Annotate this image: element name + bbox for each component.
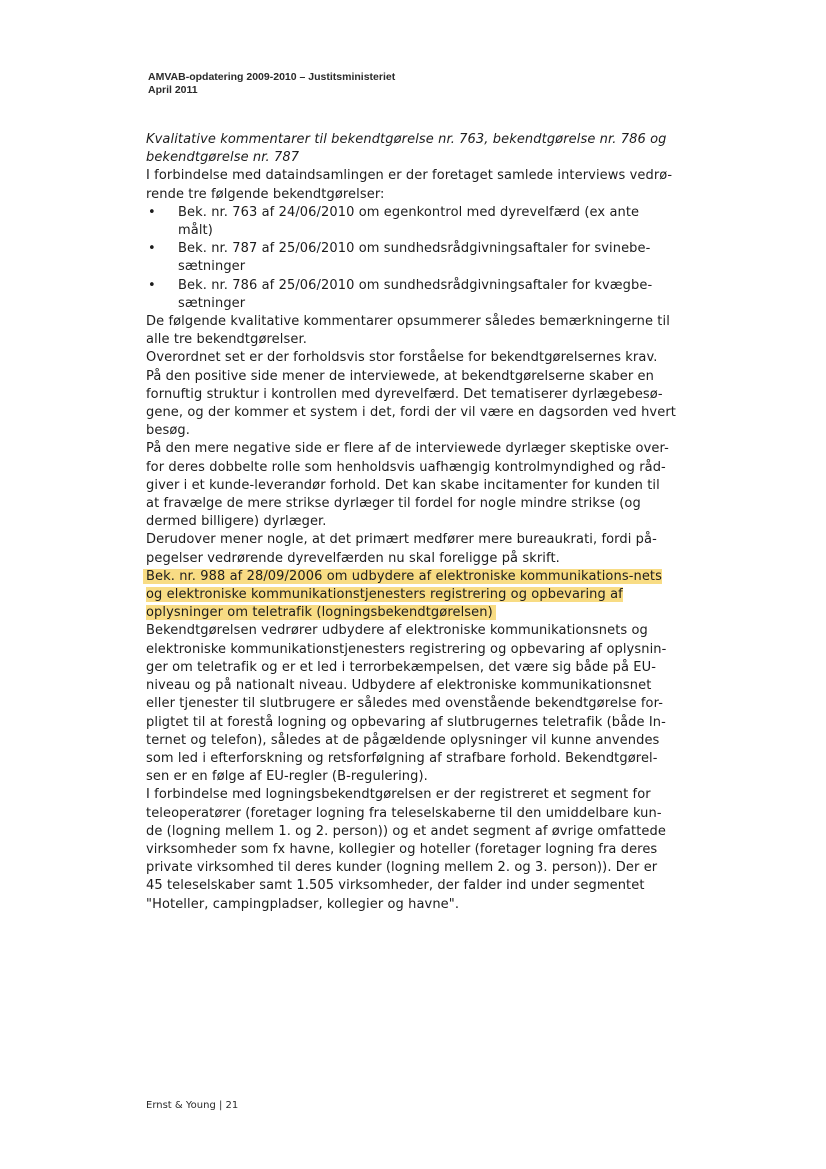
summary-paragraph: De følgende kvalitative kommentarer opsummerer således bemærkningerne til alle tre bekendtgørelser.: [146, 314, 670, 348]
page-body: [146, 131, 676, 914]
document-header: [148, 71, 395, 97]
logging-description-paragraph: Bekendtgørelsen vedrører udbydere af elektroniske kommunikationsnets og elektroniske kommunikationstjenesters registrering og opbevaring af oplysnin-ger om teletrafik og er et led i terrorbekæmpelsen, det være sig både på EU-niveau og på nationalt niveau. Udbydere af elektroniske kommunikationsnet eller tjenester til slutbrugere er således med ovenstående bekendtgørelse for-pligtet til at forestå logning og opbevaring af slutbrugernes teletrafik (både In-ternet og telefon), således at de pågældende oplysninger vil kunne anvendes som led i efterforskning og retsforfølgning af strafbare forhold. Bekendtgørel-sen er en følge af EU-regler (B-regulering).: [146, 623, 667, 785]
list-item: • Bek. nr. 763 af 24/06/2010 om egenkontrol med dyrevelfærd (ex ante målt): [146, 204, 676, 240]
section-heading-988: [146, 568, 676, 623]
regulation-list: [146, 204, 676, 313]
intro-paragraph: I forbindelse med dataindsamlingen er der foretaget samlede interviews vedrø-rende tre følgende bekendtgørelser:: [146, 168, 673, 202]
segment-paragraph: I forbindelse med logningsbekendtgørelsen er der registreret et segment for teleoperatører (foretager logning fra teleselskaberne til den umiddelbare kun-de (logning mellem 1. og 2. person)) og et andet segment af øvrige omfattede virksomheder som fx havne, kollegier og hoteller (foretager logning fra deres private virksomhed til deres kunder (logning mellem 2. og 3. person)). Der er 45 teleselskaber samt 1.505 virksomheder, der falder ind under segmentet "Hoteller, campingpladser, kollegier og havne".: [146, 787, 666, 912]
bureaucracy-paragraph: Derudover mener nogle, at det primært medfører mere bureaukrati, fordi på-pegelser vedrørende dyrevelfærden nu skal foreligge på skrift.: [146, 532, 657, 566]
list-item: • Bek. nr. 787 af 25/06/2010 om sundhedsrådgivningsaftaler for svinebe-sætninger: [146, 240, 676, 276]
list-item: • Bek. nr. 786 af 25/06/2010 om sundhedsrådgivningsaftaler for kvægbe-sætninger: [146, 277, 676, 313]
page-footer: Ernst & Young | 21: [146, 1100, 239, 1111]
header-date: April 2011: [148, 84, 198, 96]
header-title: AMVAB-opdatering 2009-2010 – Justitsministeriet: [148, 71, 396, 83]
positive-paragraph: Overordnet set er der forholdsvis stor forståelse for bekendtgørelsernes krav. På den positive side mener de interviewede, at bekendtgørelserne skaber en fornuftig struktur i kontrollen med dyrevelfærd. Det tematiserer dyrlægebesø-gene, og der kommer et system i det, fordi der vil være en dagsorden ved hvert besøg.: [146, 350, 676, 439]
highlighted-heading: Bek. nr. 988 af 28/09/2006 om udbydere af elektroniske kommunikations-nets og elektroniske kommunikationstjenesters registrering og opbevaring af oplysninger om teletrafik (logningsbekendtgørelsen): [146, 568, 662, 621]
section-heading-763: Kvalitative kommentarer til bekendtgørelse nr. 763, bekendtgørelse nr. 786 og bekendtgørelse nr. 787: [146, 132, 667, 166]
negative-paragraph: På den mere negative side er flere af de interviewede dyrlæger skeptiske over-for deres dobbelte rolle som henholdsvis uafhængig kontrolmyndighed og råd-giver i et kunde-leverandør forhold. Det kan skabe incitamenter for kunden til at fravælge de mere strikse dyrlæger til fordel for nogle mindre strikse (og dermed billigere) dyrlæger.: [146, 441, 669, 530]
